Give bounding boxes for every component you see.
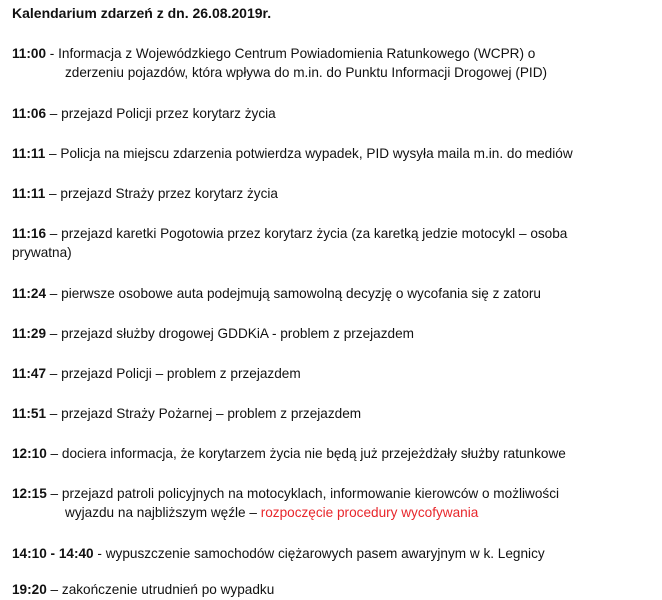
timeline-entry (12, 444, 652, 463)
entry-text: – dociera informacja, że korytarzem życia nie będą już przejeżdżały służby ratunkowe (46, 446, 566, 461)
entry-text: – przejazd służby drogowej GDDKiA - problem z przejazdem (46, 326, 414, 341)
timeline-entry (12, 580, 652, 599)
highlighted-text: rozpoczęcie procedury wycofywania (260, 505, 479, 520)
timeline-entry (12, 484, 652, 522)
entry-text: – przejazd Policji – problem z przejazdem (46, 366, 301, 381)
timeline-entry (12, 284, 652, 303)
entry-time: 11:11 (12, 186, 46, 201)
timeline-entry (12, 144, 652, 163)
timeline-entry (12, 224, 652, 262)
entry-time: 11:29 (12, 326, 47, 341)
entry-time: 11:11 (12, 146, 46, 161)
entry-text-continued: zderzeniu pojazdów, która wpływa do m.in. do Punktu Informacji Drogowej (PID) (65, 65, 548, 80)
entry-time: 14:10 - 14:40 (12, 546, 94, 561)
entry-text: – przejazd Straży Pożarnej – problem z przejazdem (46, 406, 362, 421)
timeline-entry (12, 404, 652, 423)
entry-time: 12:10 (12, 446, 47, 461)
timeline-entry (12, 104, 652, 123)
entry-time: 11:47 (12, 366, 47, 381)
document-title: Kalendarium zdarzeń z dn. 26.08.2019r. (12, 5, 272, 21)
entry-text-continued: prywatna) (12, 245, 72, 260)
timeline-entry (12, 324, 652, 343)
timeline-entry (12, 544, 652, 563)
entry-text: - Informacja z Wojewódzkiego Centrum Powiadomienia Ratunkowego (WCPR) o (46, 46, 536, 61)
entry-time: 11:24 (12, 286, 47, 301)
entry-time: 11:06 (12, 106, 47, 121)
entry-text: – zakończenie utrudnień po wypadku (46, 582, 275, 597)
entry-text: – pierwsze osobowe auta podejmują samowolną decyzję o wycofania się z zatoru (46, 286, 541, 301)
timeline-entry (12, 364, 652, 383)
entry-time: 19:20 (12, 582, 47, 597)
entry-text: – przejazd Policji przez korytarz życia (46, 106, 276, 121)
entry-time: 11:00 (12, 46, 47, 61)
entry-text: - wypuszczenie samochodów ciężarowych pasem awaryjnym w k. Legnicy (93, 546, 545, 561)
timeline-entry (12, 44, 652, 82)
entry-text: – przejazd patroli policyjnych na motocyklach, informowanie kierowców o możliwości (46, 486, 560, 501)
entry-text-continued: wyjazdu na najbliższym węźle – (65, 505, 261, 520)
entry-text: – Policja na miejscu zdarzenia potwierdza wypadek, PID wysyła maila m.in. do mediów (45, 146, 573, 161)
entry-text: – przejazd Straży przez korytarz życia (45, 186, 278, 201)
entry-text: – przejazd karetki Pogotowia przez korytarz życia (za karetką jedzie motocykl – osoba (46, 226, 568, 241)
entry-time: 12:15 (12, 486, 47, 501)
entry-time: 11:51 (12, 406, 47, 421)
entry-time: 11:16 (12, 226, 47, 241)
timeline-entry (12, 184, 652, 203)
